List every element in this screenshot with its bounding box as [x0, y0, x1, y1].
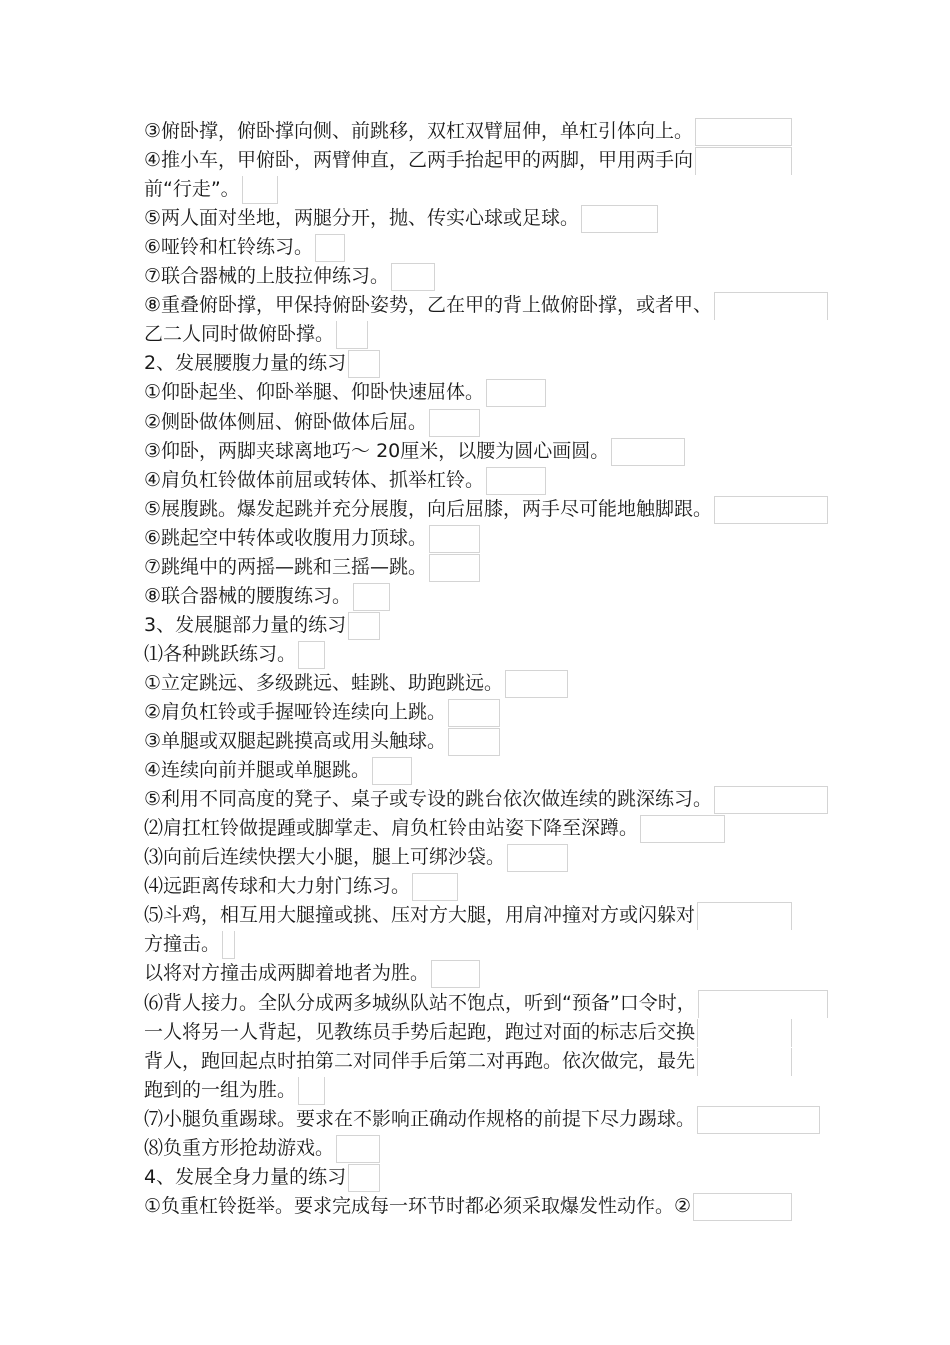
text-line-outline [429, 554, 480, 582]
text-line: ③单腿或双腿起跳摸高或用头触球。 [144, 730, 447, 752]
text-line: ④连续向前并腿或单腿跳。 [144, 759, 371, 781]
text-line-outline [486, 467, 546, 495]
text-line-outline [640, 815, 725, 843]
text-line-outline [336, 321, 368, 349]
text-line: 以将对方撞击成两脚着地者为胜。 [144, 962, 430, 984]
text-line: ⑤利用不同高度的凳子、桌子或专设的跳台依次做连续的跳深练习。 [144, 788, 713, 810]
text-line-outline [429, 525, 480, 553]
text-line-outline [298, 1077, 325, 1105]
text-line-outline [348, 612, 380, 640]
text-line: 跑到的一组为胜。 [144, 1079, 297, 1101]
text-line: ②侧卧做体侧屈、俯卧做体后屈。 [144, 411, 428, 433]
text-line: ①立定跳远、多级跳远、蛙跳、助跑跳远。 [144, 672, 504, 694]
text-line-outline [372, 757, 412, 785]
text-line: 背人，跑回起点时拍第二对同伴手后第二对再跑。依次做完，最先 [144, 1050, 696, 1072]
text-line: ⑤两人面对坐地，两腿分开，抛、传实心球或足球。 [144, 207, 580, 229]
text-line-outline [348, 1164, 380, 1192]
text-line-outline [695, 147, 792, 175]
text-line-outline [431, 960, 480, 988]
text-line: 2、发展腰腹力量的练习 [144, 352, 347, 374]
text-line-outline [507, 844, 568, 872]
text-line: 乙二人同时做俯卧撑。 [144, 323, 335, 345]
text-line-outline [714, 786, 828, 814]
text-line-outline [353, 583, 390, 611]
text-line-outline [697, 902, 792, 930]
text-line-outline [695, 118, 792, 146]
text-line: ②肩负杠铃或手握哑铃连续向上跳。 [144, 701, 447, 723]
text-line-outline [611, 438, 685, 466]
text-line-outline [315, 234, 345, 262]
text-line: ⑸斗鸡，相互用大腿撞或挑、压对方大腿，用肩冲撞对方或闪躲对 [144, 904, 696, 926]
text-line-outline [714, 496, 828, 524]
text-line-outline [348, 350, 380, 378]
text-line-outline [448, 699, 500, 727]
text-line-outline [222, 931, 235, 959]
text-line: ⑻负重方形抢劫游戏。 [144, 1137, 335, 1159]
text-line-outline [242, 176, 278, 204]
text-line: ④推小车，甲俯卧，两臂伸直，乙两手抬起甲的两脚，甲用两手向 [144, 149, 694, 171]
text-line: ⑧联合器械的腰腹练习。 [144, 585, 352, 607]
text-line-outline [714, 292, 828, 320]
text-line: 3、发展腿部力量的练习 [144, 614, 347, 636]
text-line: ③仰卧，两脚夹球离地巧～ 20厘米，以腰为圆心画圆。 [144, 440, 610, 462]
text-line: ⑷远距离传球和大力射门练习。 [144, 875, 411, 897]
text-line: ①负重杠铃挺举。要求完成每一环节时都必须采取爆发性动作。② [144, 1195, 692, 1217]
text-line: ⑧重叠俯卧撑，甲保持俯卧姿势，乙在甲的背上做俯卧撑，或者甲、 [144, 294, 713, 316]
text-line-outline [581, 205, 658, 233]
text-line-outline [697, 1106, 820, 1134]
text-line: 一人将另一人背起，见教练员手势后起跑，跑过对面的标志后交换 [144, 1021, 696, 1043]
text-line: ⑦联合器械的上肢拉伸练习。 [144, 265, 390, 287]
text-line-outline [505, 670, 568, 698]
text-line: ⑦跳绳中的两摇—跳和三摇—跳。 [144, 556, 428, 578]
text-line-outline [336, 1135, 380, 1163]
text-line-outline [698, 990, 828, 1018]
text-line-outline [486, 379, 546, 407]
text-line: ⑤展腹跳。爆发起跳并充分展腹，向后屈膝，两手尽可能地触脚跟。 [144, 498, 713, 520]
text-line-outline [298, 641, 325, 669]
text-line: ⑥哑铃和杠铃练习。 [144, 236, 314, 258]
text-line: ③俯卧撑，俯卧撑向侧、前跳移，双杠双臂屈伸，单杠引体向上。 [144, 120, 694, 142]
text-line-outline [448, 728, 500, 756]
text-line: ⑺小腿负重踢球。要求在不影响正确动作规格的前提下尽力踢球。 [144, 1108, 696, 1130]
text-line: ⑵肩扛杠铃做提踵或脚掌走、肩负杠铃由站姿下降至深蹲。 [144, 817, 639, 839]
text-line: ⑥跳起空中转体或收腹用力顶球。 [144, 527, 428, 549]
text-line: ⑶向前后连续快摆大小腿，腿上可绑沙袋。 [144, 846, 506, 868]
text-line-outline [697, 1048, 792, 1076]
text-line: ⑴各种跳跃练习。 [144, 643, 297, 665]
text-line-outline [429, 409, 480, 437]
text-line-outline [693, 1193, 792, 1221]
text-line: ①仰卧起坐、仰卧举腿、仰卧快速屈体。 [144, 381, 485, 403]
text-line-outline [412, 873, 458, 901]
text-line-outline [391, 263, 435, 291]
text-line: ④肩负杠铃做体前屈或转体、抓举杠铃。 [144, 469, 485, 491]
text-line: 前“行走”。 [144, 178, 240, 200]
text-line: 方撞击。 [144, 933, 221, 955]
text-line: ⑹背人接力。全队分成两多城纵队站不饱点，听到“预备”口令时， [144, 992, 696, 1014]
text-line-outline [697, 1019, 792, 1047]
text-line: 4、发展全身力量的练习 [144, 1166, 347, 1188]
